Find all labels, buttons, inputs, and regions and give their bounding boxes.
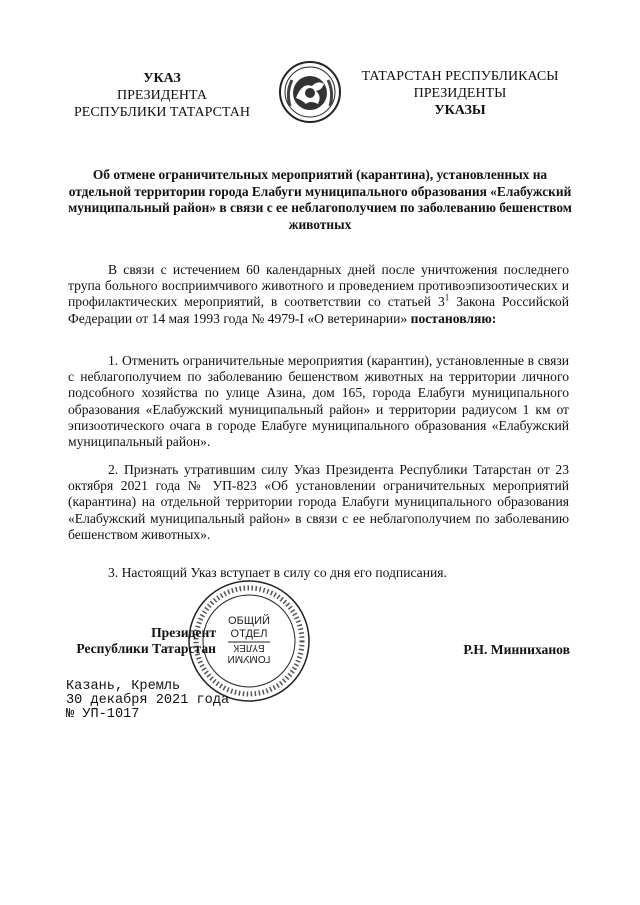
header-left xyxy=(62,70,262,121)
preamble-paragraph xyxy=(68,262,569,327)
article-superscript: 1 xyxy=(444,292,450,303)
preamble-text-b: Закона Российской Федерации от 14 мая 1993 года № 4979-I «О ветеринарии» xyxy=(68,294,570,326)
preamble-decree-word: постановляю: xyxy=(410,310,497,326)
footer-number: № УП-1017 xyxy=(66,707,140,722)
emblem-icon xyxy=(278,60,342,124)
footer-date: 30 декабря 2021 года xyxy=(66,693,230,708)
preamble-text-a: В связи с истечением 60 календарных дней после уничтожения последнего трупа больного восприимчивого животного и проведением противоэпизоотических и профилактических мероприятий, в соответствии со статьей 3 xyxy=(68,262,569,310)
header-right xyxy=(354,68,566,119)
footer-place: Казань, Кремль xyxy=(66,679,181,694)
svg-text:ГОМУМИ: ГОМУМИ xyxy=(227,653,271,664)
header-right-line-3: УКАЗЫ xyxy=(434,103,486,118)
header-right-line-1: ТАТАРСТАН РЕСПУБЛИКАСЫ xyxy=(361,69,559,84)
item-3-paragraph xyxy=(68,565,569,581)
document-footer xyxy=(66,680,229,722)
item-1-text: 1. Отменить ограничительные мероприятия (карантин), установленные в связи с неблагополучием по заболеванию бешенством животных на территории личного подсобного хозяйства по улице Азина, дом 165, города Елабуги муниципального образования «Елабужский муниципальный район» и территории радиусом 1 км от эпизоотического очага в городе Елабуге муниципального образования «Елабужский муниципальный район». xyxy=(68,353,569,450)
header-right-line-2: ПРЕЗИДЕНТЫ xyxy=(413,86,507,101)
item-2-text: 2. Признать утратившим силу Указ Президента Республики Татарстан от 23 октября 2021 года № УП-823 «Об установлении ограничительных мероприятий (карантина) на отдельной территории города Елабуги муниципального образования «Елабужский муниципальный район» в связи с ее неблагополучием по заболеванию бешенством животных». xyxy=(68,462,569,542)
header-left-line-3: РЕСПУБЛИКИ ТАТАРСТАН xyxy=(73,105,250,120)
signature-position-line-1: Президент xyxy=(151,625,216,640)
signature-position xyxy=(66,625,216,657)
signature-position-line-2: Республики Татарстан xyxy=(76,641,216,656)
svg-text:ОБЩИЙ: ОБЩИЙ xyxy=(228,615,270,627)
item-1-paragraph xyxy=(68,353,569,450)
item-2-paragraph xyxy=(68,462,569,543)
header-left-line-2: ПРЕЗИДЕНТА xyxy=(117,88,207,103)
header-left-line-1: УКАЗ xyxy=(143,71,181,86)
item-3-text: 3. Настоящий Указ вступает в силу со дня его подписания. xyxy=(108,565,447,580)
svg-text:БҮЛЕК: БҮЛЕК xyxy=(233,642,265,653)
document-title: Об отмене ограничительных мероприятий (карантина), установленных на отдельной территории города Елабуги муниципального образования «Елабужский муниципальный район» в связи с ее неблагополучием по заболеванию бешенством животных xyxy=(68,167,572,232)
svg-text:ОТДЕЛ: ОТДЕЛ xyxy=(230,628,268,640)
signature-name: Р.Н. Минниханов xyxy=(463,642,570,657)
